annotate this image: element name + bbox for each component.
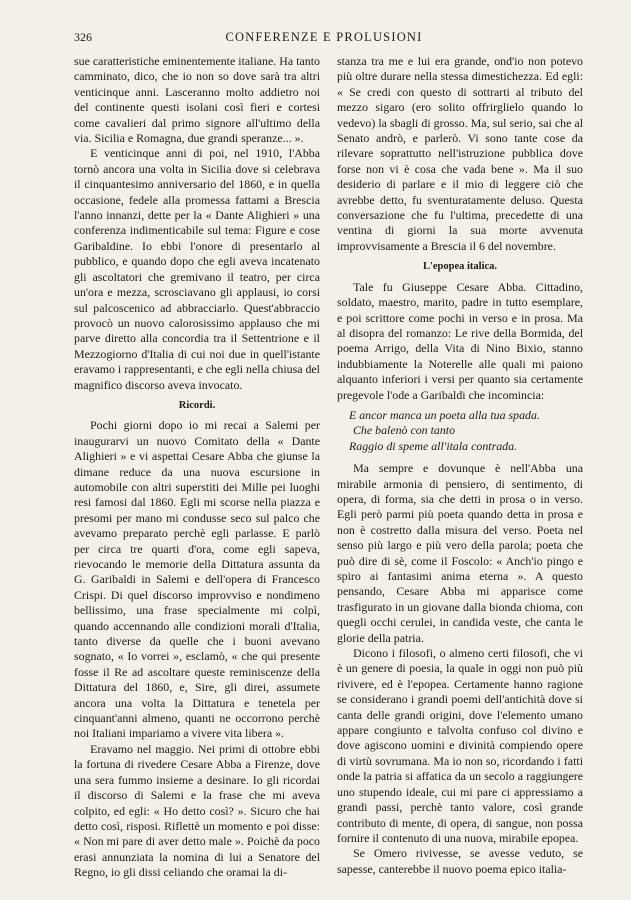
poem-line: E ancor manca un poeta alla tua spada.	[349, 407, 540, 422]
poem-quote	[349, 408, 583, 454]
paragraph: Se Omero rivivesse, se avesse veduto, se sapesse, canterebbe il nuovo poema epico italia-	[337, 846, 583, 876]
paragraph: E venticinque anni di poi, nel 1910, l'Abba tornò ancora una volta in Sicilia dove si celebrava il cinquantesimo anniversario del 1860, e in quella occasione, fedele alla promessa fattami a Brescia l'anno innanzi, dette per la « Dante Alighieri » una conferenza indimenticabile sul tema: Figure e cose Garibaldine. Io ebbi l'onore di presentarlo al pubblico, e quando dopo che egli aveva incatenato gli ascoltatori che gremivano il teatro, per circa un'ora e mezza, scrosciavano gli applausi, io corsi sul palcoscenico ad abbracciarlo. Quest'abbraccio provocò un nuovo calorosissimo applauso che mi parve diretto alla concordia tra il Settentrione e il Mezzogiorno d'Italia di cui noi due in quell'istante eravamo i rappresentanti, e che egli nella chiusa del magnifico discorso aveva invocato.	[74, 146, 320, 392]
paragraph: Dicono i filosofi, o almeno certi filosofi, che vi è un genere di poesia, la quale in oggi non può più rivivere, ed è l'epopea. Certamente hanno ragione se considerano i grandi poemi dell'antichità dove si canta delle grandi origini, dove l'elemento umano appare congiunto e talvolta confuso col divino e dove agiscono uomini e divinità compiendo opere di virtù sovrumana. Ma io non so, ricordando i fatti onde la patria si affatica da un secolo a raggiungere uno stupendo ideale, cui mi pare ci appressiamo a grandi passi, perchè tanto valore, così grande contributo di mente, di opera, di sangue, non possa fornire il contenuto di una nuova, mirabile epopea.	[337, 646, 583, 845]
left-column	[74, 54, 320, 881]
running-header	[74, 30, 574, 46]
paragraph: Pochi giorni dopo io mi recai a Salemi per inaugurarvi un nuovo Comitato della « Dante Alighieri » e vi aspettai Cesare Abba che giunse la dimane reduce da una nuova escursione in automobile con altri superstiti dei Mille pei luoghi resi famosi dal 1860. Egli mi scorse nella piazza e presomi per mano mi condusse seco sul palco che avevamo preparato perchè egli parlasse. E parlò per circa tre quarti d'ora, come egli sapeva, rievocando le memorie della Dittatura assunta da G. Garibaldi in Salemi e dell'opera di Francesco Crispi. Di quel discorso improvviso e nondimeno bellissimo, una frase specialmente mi colpì, quando accennando alle condizioni morali d'Italia, tanto diverse da quelle che i buoni avevano sognato, « Io vorrei », esclamò, « che qui presente fosse il Re ad ascoltare queste reminiscenze della Dittatura del 1860, e, Sire, gli direi, assumete ancora una volta la Dittatura e tenetela per cinquant'anni almeno, quanti ne occorrono perchè noi Italiani impariamo a vivere vita libera ».	[74, 418, 320, 741]
paragraph: Tale fu Giuseppe Cesare Abba. Cittadino, soldato, maestro, marito, padre in tutto esemplare, e poi scrittore come pochi in verso e in prosa. Ma al disopra del romanzo: Le rive della Bormida, del poema Arrigo, della Vita di Nino Bixio, stanno indubbiamente la Noterelle alle quali mi paiono alquanto inferiori i versi per quanto sia certamente pregevole l'ode a Garibaldi che incomincia:	[337, 279, 583, 402]
section-heading-ricordi: Ricordi.	[178, 399, 216, 411]
poem-line: Raggio di speme all'itala contrada.	[349, 438, 518, 453]
running-title: CONFERENZE E PROLUSIONI	[225, 30, 423, 44]
paragraph: sue caratteristiche eminentemente italiane. Ha tanto camminato, dico, che io non so dove sarà tra altri venticinque anni. Lasceranno molto addietro noi del continente questi isolani così fieri e cortesi come cavalieri dal primo signore all'ultimo della via. Sicilia e Romagna, due grandi speranze... ».	[74, 54, 320, 146]
section-heading-epopea: L'epopea italica.	[422, 261, 498, 273]
paragraph: Eravamo nel maggio. Nei primi di ottobre ebbi la fortuna di rivedere Cesare Abba a Firenze, dove una sera fummo insieme a desinare. Io gli ricordai il discorso di Salemi e la frase che mi aveva colpito, ed egli: « Ho detto così? ». Sicuro che hai detto così, risposi. Riflettè un momento e poi disse: « Non mi pare di aver detto male ». Poichè da poco erasi annunziata la nomina di lui a Senatore del Regno, io gli dissi celiando che oramai la di-	[74, 741, 320, 880]
poem-line: Che balenò con tanto	[353, 423, 456, 438]
paragraph: stanza tra me e lui era grande, ond'io non potevo più oltre durare nella stessa dimestichezza. Ed egli: « Se credi con questo di sottrarti al tributo del mezzo sigaro (ero solito offrirglielo quando lo vedevo) la sbagli di grosso. Ma, sul serio, sai che al Senato andrò, e parlerò. Vi sono tante cose da rilevare soprattutto nell'istruzione pubblica dove forse non vi è cosa che vada bene ». Ma il suo desiderio di parlare e il mio di leggere ciò che avrebbe detto, fu sventuratamente deluso. Questa conversazione che fu l'ultima, precedette di una ventina di giorni la sua morte avvenuta improvvisamente a Brescia il 6 del novembre.	[337, 54, 583, 253]
page-number: 326	[74, 30, 92, 44]
paragraph: Ma sempre e dovunque è nell'Abba una mirabile armonia di pensiero, di sentimento, di opera, di forma, sia che detti in prosa o in verso. Egli però parmi più poeta quando detta in prosa e non è costretto dalla misura del verso. Poeta nel senso più largo e più vero della parola; poeta che può dire di sè, come il Foscolo: « Anch'io pingo e spiro ai fantasimi anima eterna ». A questo pensando, Cesare Abba mi apparisce come trasfigurato in un giovane dalla bionda chioma, con quegli occhi cerulei, in candida veste, che canta le glorie della patria.	[337, 461, 583, 645]
right-column	[337, 54, 583, 877]
